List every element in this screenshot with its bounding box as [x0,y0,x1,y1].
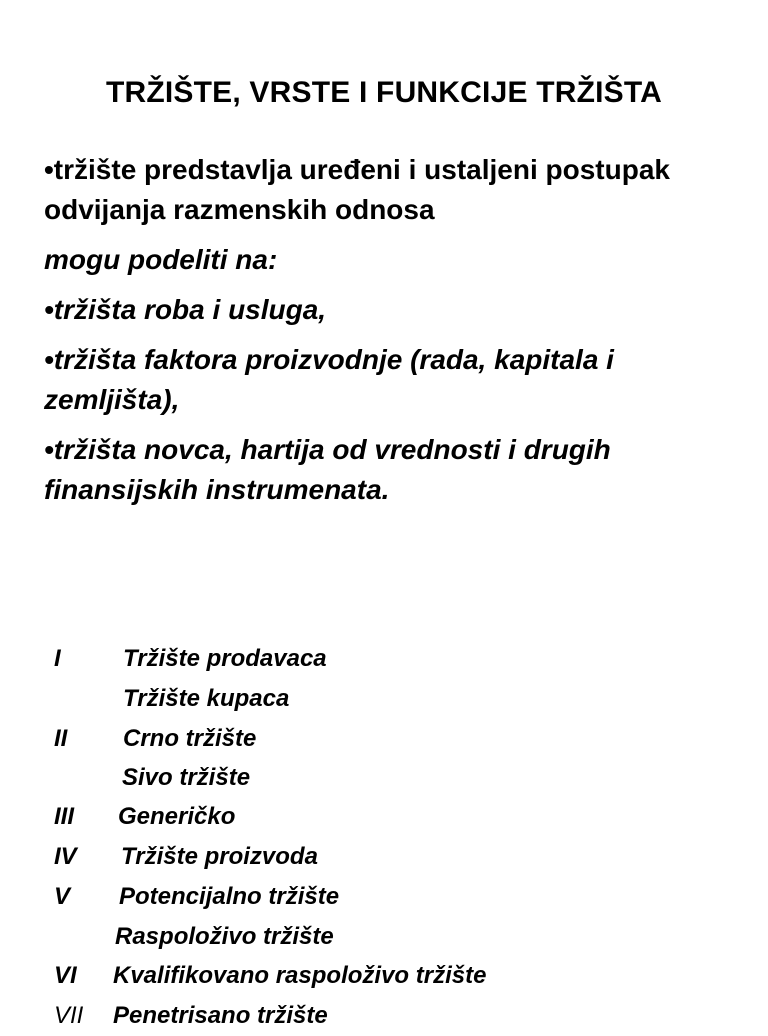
list-item-text: Sivo tržište [122,764,251,791]
bullet-goods-services: •tržišta roba i usluga, [44,294,327,325]
list-item-text: Penetrisano tržište [113,1002,328,1029]
list-item [0,956,768,996]
list-item-number: VI [54,962,77,989]
list-item-number: II [54,725,68,752]
list-item-number: IV [54,843,77,870]
list-item-text: Raspoloživo tržište [115,923,334,950]
list-item-text: Potencijalno tržište [119,883,340,910]
list-item-text: Tržište kupaca [123,685,290,712]
list-item-number: III [54,803,75,830]
intro-text: mogu podeliti na: [44,244,278,275]
bullet-money-securities: •tržišta novca, hartija od vrednosti i drugih finansijskih instrumenata. [44,434,611,505]
list-item [0,797,768,837]
list-item-number: I [54,645,61,672]
list-item-text: Tržište prodavaca [123,645,327,672]
bullet-production-factors: •tržišta faktora proizvodnje (rada, kapitala i zemljišta), [44,344,614,415]
list-item-number: V [54,883,71,910]
list-item [0,837,768,877]
list-item-text: Generičko [118,803,236,830]
list-item-text: Crno tržište [123,725,257,752]
list-item [0,679,768,719]
list-item [0,719,768,759]
page-title: TRŽIŠTE, VRSTE I FUNKCIJE TRŽIŠTA [105,76,663,109]
list-item-number: VII [54,1002,84,1029]
list-item [0,877,768,917]
list-item-text: Kvalifikovano raspoloživo tržište [113,962,487,989]
definition-paragraph: •tržište predstavlja uređeni i ustaljeni postupak odvijanja razmenskih odnosa [44,154,670,225]
list-item [0,917,768,957]
list-item [0,639,768,679]
list-item [0,996,768,1036]
list-item-text: Tržište proizvoda [121,843,318,870]
list-item [0,758,768,798]
